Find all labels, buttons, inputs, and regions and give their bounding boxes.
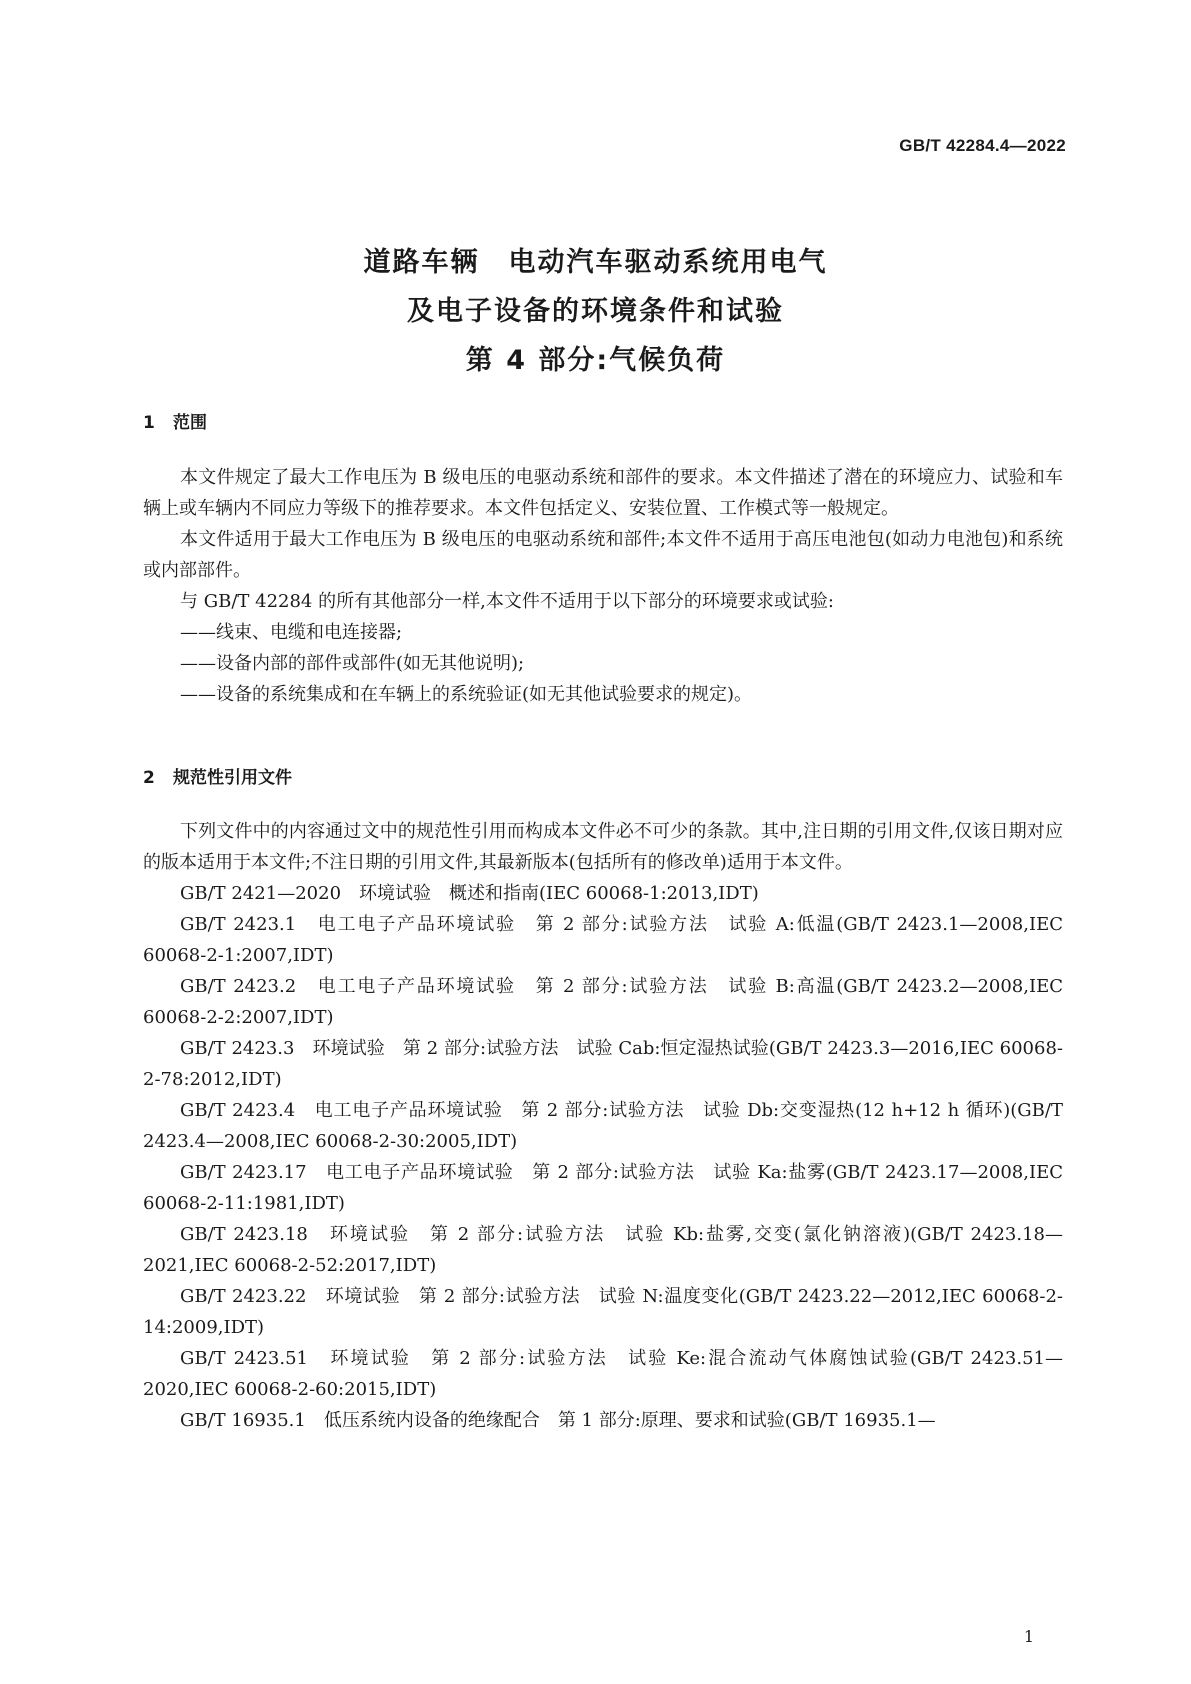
reference-item: GB/T 2423.22 环境试验 第 2 部分:试验方法 试验 N:温度变化(GB/T 2423.22—2012,IEC 60068-2-14:2009,IDT) — [143, 1286, 1063, 1338]
reference-item: GB/T 16935.1 低压系统内设备的绝缘配合 第 1 部分:原理、要求和试验(GB/T 16935.1— — [180, 1410, 936, 1431]
standard-code: GB/T 42284.4—2022 — [899, 136, 1066, 155]
reference-item: GB/T 2423.17 电工电子产品环境试验 第 2 部分:试验方法 试验 Ka:盐雾(GB/T 2423.17—2008,IEC 60068-2-11:1981,IDT) — [143, 1162, 1063, 1214]
paragraph: 本文件适用于最大工作电压为 B 级电压的电驱动系统和部件;本文件不适用于高压电池包(如动力电池包)和系统或内部部件。 — [143, 529, 1063, 581]
document-title — [0, 238, 1191, 385]
reference-item: GB/T 2423.4 电工电子产品环境试验 第 2 部分:试验方法 试验 Db:交变湿热(12 h+12 h 循环)(GB/T 2423.4—2008,IEC 60068-2-30:2005,IDT) — [143, 1100, 1063, 1152]
reference-item: GB/T 2421—2020 环境试验 概述和指南(IEC 60068-1:2013,IDT) — [180, 883, 759, 904]
page-number: 1 — [1023, 1627, 1034, 1646]
reference-item: GB/T 2423.2 电工电子产品环境试验 第 2 部分:试验方法 试验 B:高温(GB/T 2423.2—2008,IEC 60068-2-2:2007,IDT) — [143, 976, 1063, 1028]
reference-item: GB/T 2423.3 环境试验 第 2 部分:试验方法 试验 Cab:恒定湿热试验(GB/T 2423.3—2016,IEC 60068-2-78:2012,IDT) — [143, 1038, 1063, 1090]
section-2-title: 规范性引用文件 — [173, 768, 292, 788]
title-line-1: 道路车辆 电动汽车驱动系统用电气 — [363, 247, 828, 278]
paragraph: 与 GB/T 42284 的所有其他部分一样,本文件不适用于以下部分的环境要求或试验: — [180, 591, 834, 612]
section-1-title: 范围 — [173, 413, 207, 433]
section-1-heading — [143, 408, 207, 433]
title-line-2: 及电子设备的环境条件和试验 — [407, 296, 784, 327]
reference-item: GB/T 2423.51 环境试验 第 2 部分:试验方法 试验 Ke:混合流动气体腐蚀试验(GB/T 2423.51—2020,IEC 60068-2-60:2015,IDT) — [143, 1348, 1063, 1400]
list-item: ——设备内部的部件或部件(如无其他说明); — [180, 653, 525, 674]
list-item: ——线束、电缆和电连接器; — [180, 622, 403, 643]
section-2-body — [143, 816, 1063, 1436]
section-1-number: 1 — [143, 413, 155, 433]
section-2-number: 2 — [143, 768, 155, 788]
paragraph: 本文件规定了最大工作电压为 B 级电压的电驱动系统和部件的要求。本文件描述了潜在的环境应力、试验和车辆上或车辆内不同应力等级下的推荐要求。本文件包括定义、安装位置、工作模式等一般规定。 — [143, 467, 1063, 519]
section-2-heading — [143, 763, 292, 788]
reference-item: GB/T 2423.18 环境试验 第 2 部分:试验方法 试验 Kb:盐雾,交变(氯化钠溶液)(GB/T 2423.18—2021,IEC 60068-2-52:2017,IDT) — [143, 1224, 1063, 1276]
list-item: ——设备的系统集成和在车辆上的系统验证(如无其他试验要求的规定)。 — [180, 684, 753, 705]
title-line-3: 第 4 部分:气候负荷 — [465, 345, 726, 376]
reference-item: GB/T 2423.1 电工电子产品环境试验 第 2 部分:试验方法 试验 A:低温(GB/T 2423.1—2008,IEC 60068-2-1:2007,IDT) — [143, 914, 1063, 966]
section-1-body — [143, 462, 1063, 710]
paragraph: 下列文件中的内容通过文中的规范性引用而构成本文件必不可少的条款。其中,注日期的引用文件,仅该日期对应的版本适用于本文件;不注日期的引用文件,其最新版本(包括所有的修改单)适用于本文件。 — [143, 821, 1063, 873]
